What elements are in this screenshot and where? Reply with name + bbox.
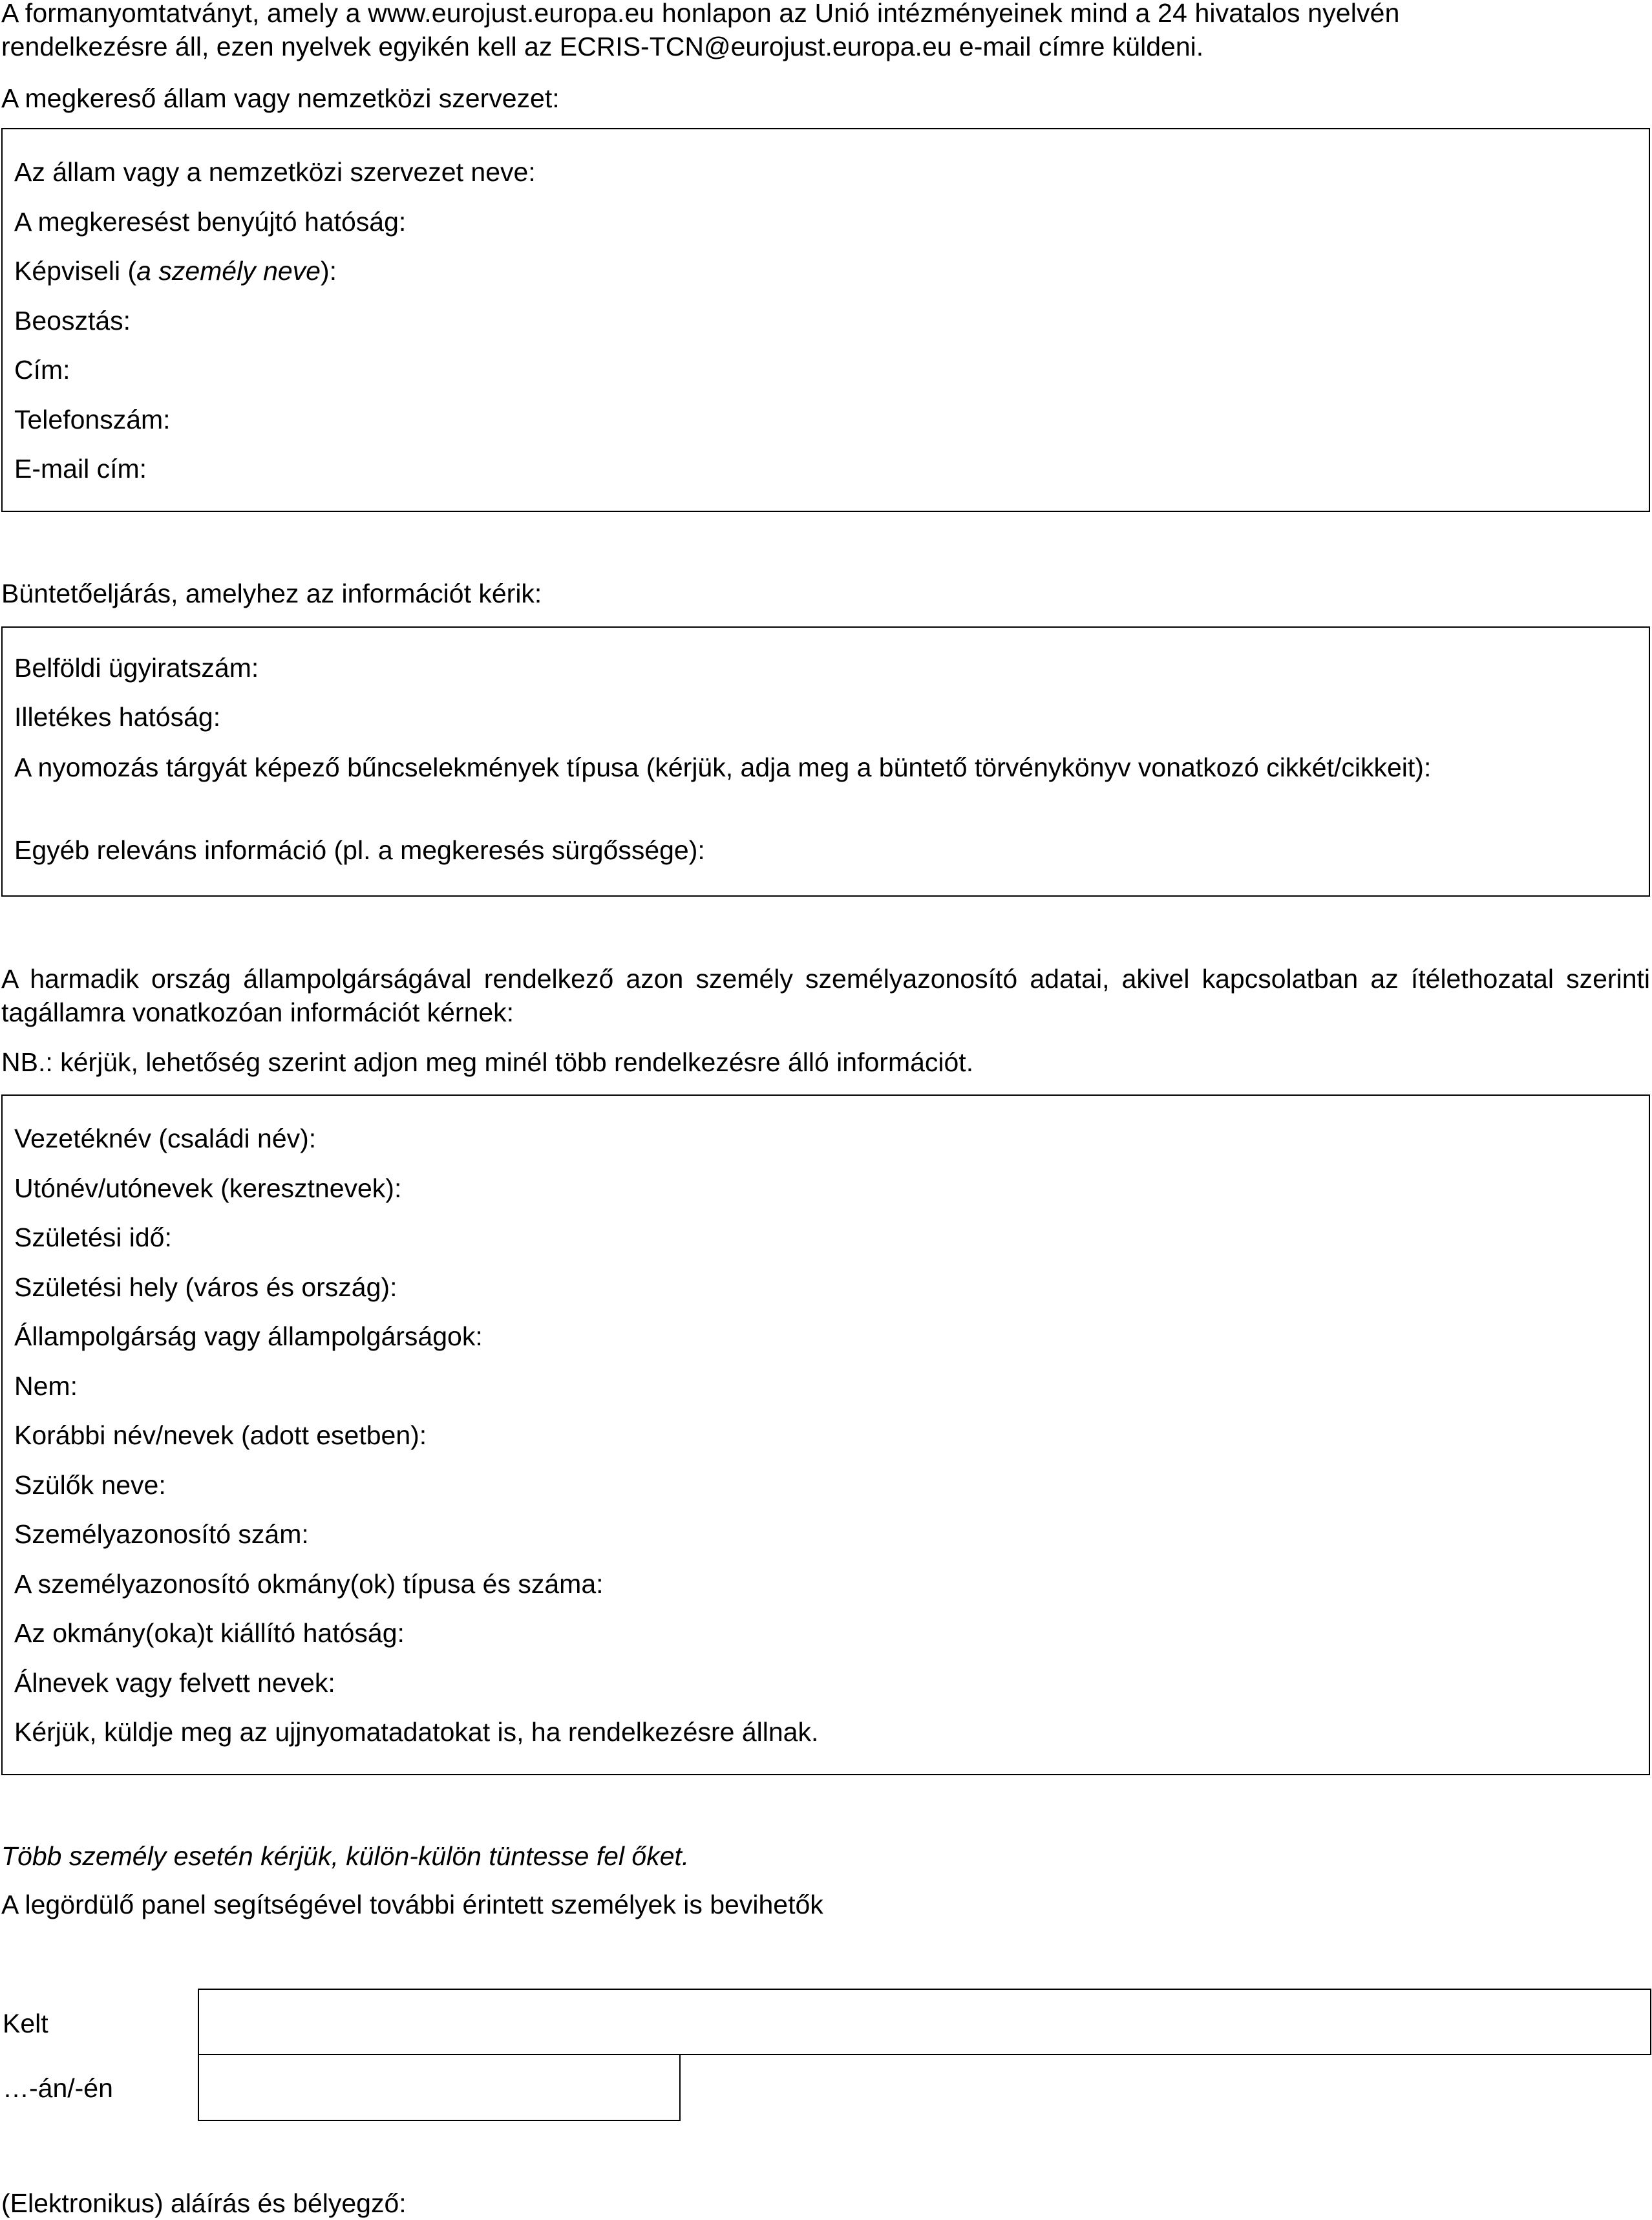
field-offence-type[interactable]: A nyomozás tárgyát képező bűncselekmények típusa (kérjük, adja meg a büntető törvénykönyv vonatkozó cikkét/cikkeit): <box>14 752 1432 782</box>
done-at-label: Kelt <box>3 2009 48 2038</box>
signature-label: (Elektronikus) aláírás és bélyegző: <box>1 2188 407 2218</box>
field-other-info[interactable]: Egyéb releváns információ (pl. a megkeresés sürgőssége): <box>14 835 705 865</box>
represented-by-prefix: Képviseli ( <box>14 256 137 286</box>
field-forenames[interactable]: Utónév/utónevek (keresztnevek): <box>14 1173 402 1203</box>
field-surname[interactable]: Vezetéknév (családi név): <box>14 1124 317 1153</box>
intro-line-1: A formanyomtatványt, amely a www.eurojust.europa.eu honlapon az Unió intézményeinek mind a 24 hivatalos nyelvén <box>1 0 1400 28</box>
intro-line-2: rendelkezésre áll, ezen nyelvek egyikén kell az ECRIS-TCN@eurojust.europa.eu e-mail címre küldeni. <box>1 32 1204 61</box>
dropdown-note: A legördülő panel segítségével további érintett személyek is bevihetők <box>1 1890 823 1919</box>
field-state-name[interactable]: Az állam vagy a nemzetközi szervezet neve: <box>14 157 536 187</box>
field-case-number[interactable]: Belföldi ügyiratszám: <box>14 653 259 683</box>
field-id-number[interactable]: Személyazonosító szám: <box>14 1519 309 1549</box>
field-position[interactable]: Beosztás: <box>14 306 131 336</box>
field-birth-place[interactable]: Születési hely (város és ország): <box>14 1272 397 1302</box>
multiple-persons-note-text: Több személy esetén kérjük, külön-külön tüntesse fel őket. <box>1 1841 690 1871</box>
field-email[interactable]: E-mail cím: <box>14 454 147 484</box>
field-competent-authority[interactable]: Illetékes hatóság: <box>14 702 221 732</box>
field-previous-names[interactable]: Korábbi név/nevek (adott esetben): <box>14 1420 427 1450</box>
done-at-input[interactable] <box>198 1989 1651 2055</box>
criminal-proceedings-heading: Büntetőeljárás, amelyhez az információt kérik: <box>1 579 542 608</box>
represented-by-italic: a személy neve <box>136 256 321 286</box>
person-heading: A harmadik ország állampolgárságával rendelkező azon személy személyazonosító adatai, akivel kapcsolatban az ítélethozatal szerinti tagállamra vonatkozóan információt kérnek: <box>1 964 1650 1027</box>
field-id-document[interactable]: A személyazonosító okmány(ok) típusa és száma: <box>14 1569 604 1599</box>
field-represented-by[interactable] <box>14 254 1637 288</box>
requesting-state-heading: A megkereső állam vagy nemzetközi szervezet: <box>1 83 560 113</box>
field-aliases[interactable]: Álnevek vagy felvett nevek: <box>14 1668 335 1698</box>
person-data-box <box>1 1094 1650 1775</box>
criminal-proceedings-box <box>1 626 1650 897</box>
field-address[interactable]: Cím: <box>14 355 70 385</box>
field-gender[interactable]: Nem: <box>14 1371 78 1401</box>
date-label: …-án/-én <box>3 2073 113 2103</box>
date-input[interactable] <box>198 2054 681 2121</box>
field-phone[interactable]: Telefonszám: <box>14 405 171 434</box>
field-birth-date[interactable]: Születési idő: <box>14 1222 172 1252</box>
field-parents-names[interactable]: Szülők neve: <box>14 1470 166 1500</box>
requesting-state-box <box>1 128 1650 512</box>
multiple-persons-note <box>1 1839 1652 1873</box>
field-fingerprints[interactable]: Kérjük, küldje meg az ujjnyomatadatokat is, ha rendelkezésre állnak. <box>14 1717 819 1747</box>
field-nationality[interactable]: Állampolgárság vagy állampolgárságok: <box>14 1321 483 1351</box>
person-note: NB.: kérjük, lehetőség szerint adjon meg minél több rendelkezésre álló információt. <box>1 1047 974 1077</box>
field-requesting-authority[interactable]: A megkeresést benyújtó hatóság: <box>14 207 407 237</box>
represented-by-suffix: ): <box>320 256 337 286</box>
field-issuing-authority[interactable]: Az okmány(oka)t kiállító hatóság: <box>14 1618 405 1648</box>
